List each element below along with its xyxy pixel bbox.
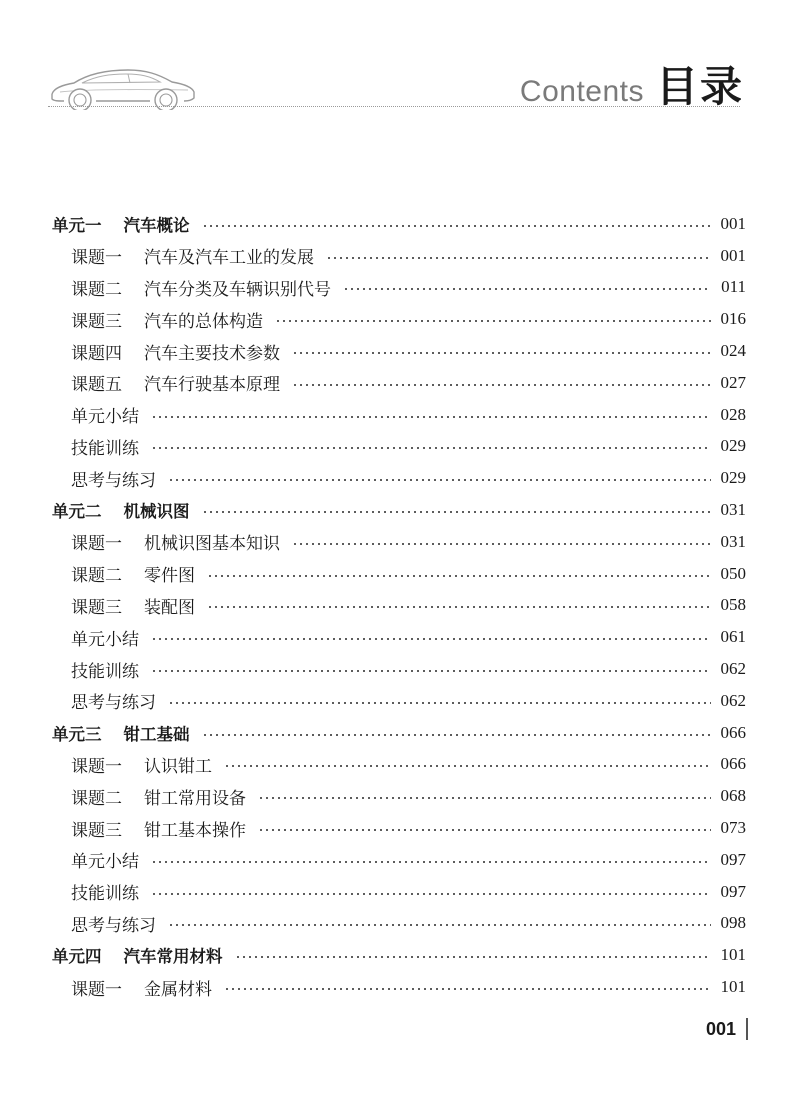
toc-entry-title: 钳工常用设备 bbox=[144, 788, 246, 809]
toc-page-number: 061 bbox=[720, 627, 746, 647]
toc-page-number: 031 bbox=[720, 500, 746, 520]
toc-page-number: 062 bbox=[720, 659, 746, 679]
toc-page-number: 028 bbox=[720, 404, 746, 424]
toc-entry-label: 思考与练习 bbox=[71, 693, 156, 714]
toc-entry-title: 汽车行驶基本原理 bbox=[144, 375, 280, 396]
toc-entry-row[interactable] bbox=[52, 749, 746, 781]
toc-entry-label: 课题三 bbox=[71, 597, 122, 618]
dot-leader bbox=[275, 320, 711, 322]
toc-entry-title: 汽车的总体构造 bbox=[144, 311, 263, 332]
toc-entry-row[interactable] bbox=[52, 590, 746, 622]
toc-page-number: 027 bbox=[720, 372, 746, 392]
toc-entry-row[interactable] bbox=[52, 908, 746, 940]
toc-page-number: 031 bbox=[720, 531, 746, 551]
dot-leader bbox=[207, 575, 711, 577]
table-of-contents bbox=[52, 208, 746, 1003]
toc-entry-title: 汽车及汽车工业的发展 bbox=[144, 248, 314, 269]
sports-car-icon bbox=[48, 62, 198, 110]
dot-leader bbox=[168, 479, 711, 481]
toc-entry-title: 金属材料 bbox=[144, 979, 212, 1000]
page-title bbox=[520, 54, 744, 114]
toc-page-number: 011 bbox=[721, 277, 746, 297]
toc-entry-row[interactable] bbox=[52, 303, 746, 335]
toc-entry-row[interactable] bbox=[52, 780, 746, 812]
dot-leader bbox=[207, 606, 711, 608]
toc-entry-row[interactable] bbox=[52, 431, 746, 463]
toc-entry-row[interactable] bbox=[52, 526, 746, 558]
toc-entry-label: 课题四 bbox=[71, 343, 122, 364]
dot-leader bbox=[224, 765, 711, 767]
toc-entry-label: 课题三 bbox=[71, 820, 122, 841]
dot-leader bbox=[292, 352, 711, 354]
toc-unit-row[interactable] bbox=[52, 208, 746, 240]
dot-leader bbox=[151, 893, 711, 895]
toc-entry-row[interactable] bbox=[52, 844, 746, 876]
toc-entry-row[interactable] bbox=[52, 335, 746, 367]
toc-entry-label: 技能训练 bbox=[71, 661, 139, 682]
toc-page-number: 024 bbox=[720, 341, 746, 361]
dot-leader bbox=[202, 734, 711, 736]
toc-entry-title: 机械识图 bbox=[123, 502, 190, 522]
dot-leader bbox=[224, 988, 711, 990]
contents-label: Contents bbox=[519, 75, 644, 108]
toc-entry-row[interactable] bbox=[52, 399, 746, 431]
page-number: 001 bbox=[705, 1018, 736, 1039]
dot-leader bbox=[258, 797, 711, 799]
dot-leader bbox=[151, 416, 711, 418]
toc-page-number: 073 bbox=[720, 818, 746, 838]
toc-entry-label: 技能训练 bbox=[71, 438, 139, 459]
toc-entry-label: 单元小结 bbox=[71, 407, 139, 428]
toc-unit-row[interactable] bbox=[52, 939, 746, 971]
toc-entry-title: 汽车主要技术参数 bbox=[144, 343, 280, 364]
toc-page-number: 066 bbox=[720, 754, 746, 774]
dot-leader bbox=[343, 288, 711, 290]
dot-leader bbox=[151, 861, 711, 863]
toc-entry-label: 思考与练习 bbox=[71, 470, 156, 491]
toc-entry-row[interactable] bbox=[52, 653, 746, 685]
toc-page-number: 029 bbox=[720, 468, 746, 488]
toc-entry-label: 单元四 bbox=[52, 947, 102, 967]
toc-page-number: 029 bbox=[720, 436, 746, 456]
toc-entry-row[interactable] bbox=[52, 971, 746, 1003]
toc-unit-row[interactable] bbox=[52, 494, 746, 526]
dot-leader bbox=[258, 829, 711, 831]
toc-entry-label: 单元三 bbox=[52, 724, 102, 744]
page-header bbox=[0, 0, 790, 120]
toc-entry-label: 课题一 bbox=[71, 979, 122, 1000]
dot-leader bbox=[326, 257, 711, 259]
toc-entry-label: 思考与练习 bbox=[71, 915, 156, 936]
toc-page-number: 062 bbox=[720, 690, 746, 710]
dot-leader bbox=[292, 543, 711, 545]
toc-entry-label: 课题二 bbox=[71, 566, 122, 587]
dot-leader bbox=[151, 447, 711, 449]
toc-entry-label: 单元一 bbox=[52, 215, 102, 235]
toc-page-number: 068 bbox=[720, 786, 746, 806]
toc-page-number: 097 bbox=[720, 881, 746, 901]
toc-entry-label: 课题一 bbox=[71, 756, 122, 777]
toc-unit-row[interactable] bbox=[52, 717, 746, 749]
dot-leader bbox=[151, 638, 711, 640]
toc-entry-label: 单元二 bbox=[52, 502, 102, 522]
dot-leader bbox=[292, 384, 711, 386]
toc-entry-row[interactable] bbox=[52, 685, 746, 717]
toc-entry-title: 认识钳工 bbox=[144, 756, 212, 777]
toc-entry-title: 汽车概论 bbox=[123, 215, 190, 235]
toc-entry-label: 技能训练 bbox=[71, 884, 139, 905]
dot-leader bbox=[151, 670, 711, 672]
dot-leader bbox=[235, 956, 711, 958]
toc-entry-row[interactable] bbox=[52, 462, 746, 494]
toc-entry-row[interactable] bbox=[52, 812, 746, 844]
toc-entry-row[interactable] bbox=[52, 272, 746, 304]
toc-entry-title: 钳工基础 bbox=[123, 724, 190, 744]
title-mulu: 目录 bbox=[655, 62, 744, 111]
toc-entry-title: 汽车分类及车辆识别代号 bbox=[144, 279, 331, 300]
toc-page-number: 050 bbox=[720, 563, 746, 583]
toc-page-number: 066 bbox=[720, 722, 746, 742]
toc-page-number: 101 bbox=[720, 945, 746, 965]
toc-entry-title: 装配图 bbox=[144, 597, 195, 618]
toc-entry-title: 零件图 bbox=[144, 566, 195, 587]
toc-entry-label: 课题二 bbox=[71, 279, 122, 300]
toc-entry-label: 单元小结 bbox=[71, 852, 139, 873]
page-number-bar bbox=[746, 1018, 748, 1040]
toc-entry-title: 汽车常用材料 bbox=[123, 947, 223, 967]
toc-page-number: 058 bbox=[720, 595, 746, 615]
toc-entry-title: 机械识图基本知识 bbox=[144, 534, 280, 555]
toc-entry-title: 钳工基本操作 bbox=[144, 820, 246, 841]
toc-entry-label: 课题五 bbox=[71, 375, 122, 396]
toc-entry-label: 课题二 bbox=[71, 788, 122, 809]
toc-page-number: 001 bbox=[720, 245, 746, 265]
toc-page-number: 101 bbox=[720, 977, 746, 997]
toc-entry-row[interactable] bbox=[52, 876, 746, 908]
dot-leader bbox=[202, 511, 711, 513]
toc-page-number: 016 bbox=[720, 309, 746, 329]
toc-page-number: 098 bbox=[720, 913, 746, 933]
page-footer bbox=[706, 1018, 748, 1040]
toc-entry-label: 课题一 bbox=[71, 248, 122, 269]
dot-leader bbox=[202, 225, 711, 227]
toc-page-number: 001 bbox=[720, 213, 746, 233]
toc-entry-row[interactable] bbox=[52, 621, 746, 653]
toc-entry-label: 单元小结 bbox=[71, 629, 139, 650]
toc-entry-row[interactable] bbox=[52, 367, 746, 399]
toc-entry-row[interactable] bbox=[52, 240, 746, 272]
dot-leader bbox=[168, 924, 711, 926]
toc-entry-row[interactable] bbox=[52, 558, 746, 590]
toc-entry-label: 课题三 bbox=[71, 311, 122, 332]
toc-entry-label: 课题一 bbox=[71, 534, 122, 555]
toc-page-number: 097 bbox=[720, 849, 746, 869]
dot-leader bbox=[168, 702, 711, 704]
